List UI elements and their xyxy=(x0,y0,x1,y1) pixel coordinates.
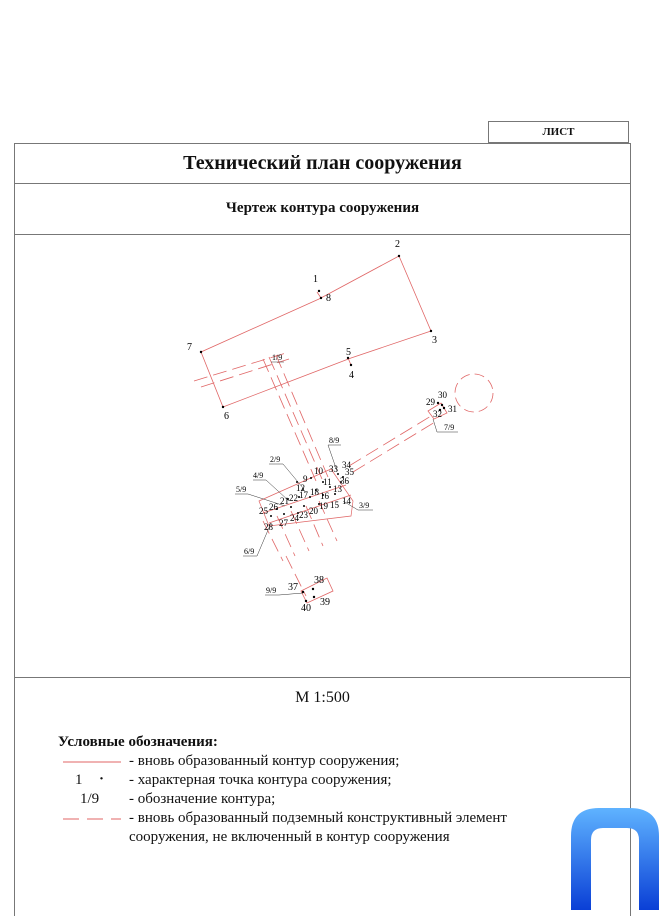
point-label-12: 12 xyxy=(296,483,305,493)
point-label-40: 40 xyxy=(301,603,311,614)
page-title: Технический план сооружения xyxy=(183,152,462,174)
sheet-label-box xyxy=(488,121,629,143)
contour-label-3-9: 3/9 xyxy=(359,501,370,510)
contour-label-7-9: 7/9 xyxy=(444,423,455,432)
page-subtitle: Чертеж контура сооружения xyxy=(225,200,420,216)
point-label-15: 15 xyxy=(330,500,339,510)
point-label-27: 27 xyxy=(279,518,288,528)
logo-icon xyxy=(569,806,661,910)
contour-drawing xyxy=(15,234,630,678)
point-label-31: 31 xyxy=(448,404,457,414)
scale-label: М 1:500 xyxy=(295,689,350,706)
point-label-22: 22 xyxy=(289,493,298,503)
subtitle-row xyxy=(15,183,630,235)
point-label-6: 6 xyxy=(224,411,229,422)
point-label-17: 17 xyxy=(299,490,308,500)
point-label-37: 37 xyxy=(288,582,298,593)
contour-symbol: 1/9 xyxy=(80,791,100,807)
point-label-20: 20 xyxy=(309,506,318,516)
contour-label-1-9: 1/9 xyxy=(272,353,283,362)
point-label-38: 38 xyxy=(314,575,324,586)
dashed-line-symbol xyxy=(63,818,121,820)
point-label-32: 32 xyxy=(433,409,442,419)
point-label-34: 34 xyxy=(342,460,351,470)
legend-text: сооружения, не включенный в контур сооружения xyxy=(129,829,450,845)
point-label-36: 36 xyxy=(340,476,349,486)
title-row xyxy=(15,144,630,184)
drawing-frame xyxy=(14,143,631,916)
point-label-35: 35 xyxy=(345,467,354,477)
point-label-2: 2 xyxy=(395,239,400,250)
point-label-39: 39 xyxy=(320,597,330,608)
point-label-8: 8 xyxy=(326,293,331,304)
point-label-5: 5 xyxy=(346,347,351,358)
point-symbol-number: 1 xyxy=(75,772,83,788)
point-label-30: 30 xyxy=(438,390,447,400)
contour-svg xyxy=(15,234,630,677)
contour-label-5-9: 5/9 xyxy=(236,485,247,494)
solid-line-symbol xyxy=(63,761,121,763)
point-label-10: 10 xyxy=(314,466,323,476)
point-label-7: 7 xyxy=(187,342,192,353)
point-label-1: 1 xyxy=(313,274,318,285)
contour-label-4-9: 4/9 xyxy=(253,471,264,480)
legend-text: - обозначение контура; xyxy=(129,791,276,807)
legend-title: Условные обозначения: xyxy=(58,734,218,750)
point-label-13: 13 xyxy=(333,484,342,494)
legend-text: - вновь образованный контур сооружения; xyxy=(129,753,400,769)
point-dot-icon: · xyxy=(99,771,105,787)
legend-text: - вновь образованный подземный конструктивный элемент xyxy=(129,810,507,826)
point-label-19: 19 xyxy=(319,501,328,511)
point-label-29: 29 xyxy=(426,397,435,407)
point-label-33: 33 xyxy=(329,464,338,474)
contour-label-9-9: 9/9 xyxy=(266,586,277,595)
point-label-21: 21 xyxy=(280,496,289,506)
point-label-23: 23 xyxy=(299,510,308,520)
contour-label-2-9: 2/9 xyxy=(270,455,281,464)
legend-text: - характерная точка контура сооружения; xyxy=(129,772,392,788)
contour-label-6-9: 6/9 xyxy=(244,547,255,556)
point-label-28: 28 xyxy=(264,522,273,532)
point-label-14: 14 xyxy=(342,496,351,506)
sheet-label: ЛИСТ xyxy=(542,126,575,138)
point-label-3: 3 xyxy=(432,335,437,346)
point-label-11: 11 xyxy=(323,477,332,487)
contour-label-8-9: 8/9 xyxy=(329,436,340,445)
point-label-24: 24 xyxy=(290,513,299,523)
point-label-25: 25 xyxy=(259,506,268,516)
point-label-16: 16 xyxy=(320,491,329,501)
point-label-9: 9 xyxy=(303,474,308,484)
point-label-18: 18 xyxy=(310,487,319,497)
point-label-4: 4 xyxy=(349,370,354,381)
point-label-26: 26 xyxy=(269,502,278,512)
